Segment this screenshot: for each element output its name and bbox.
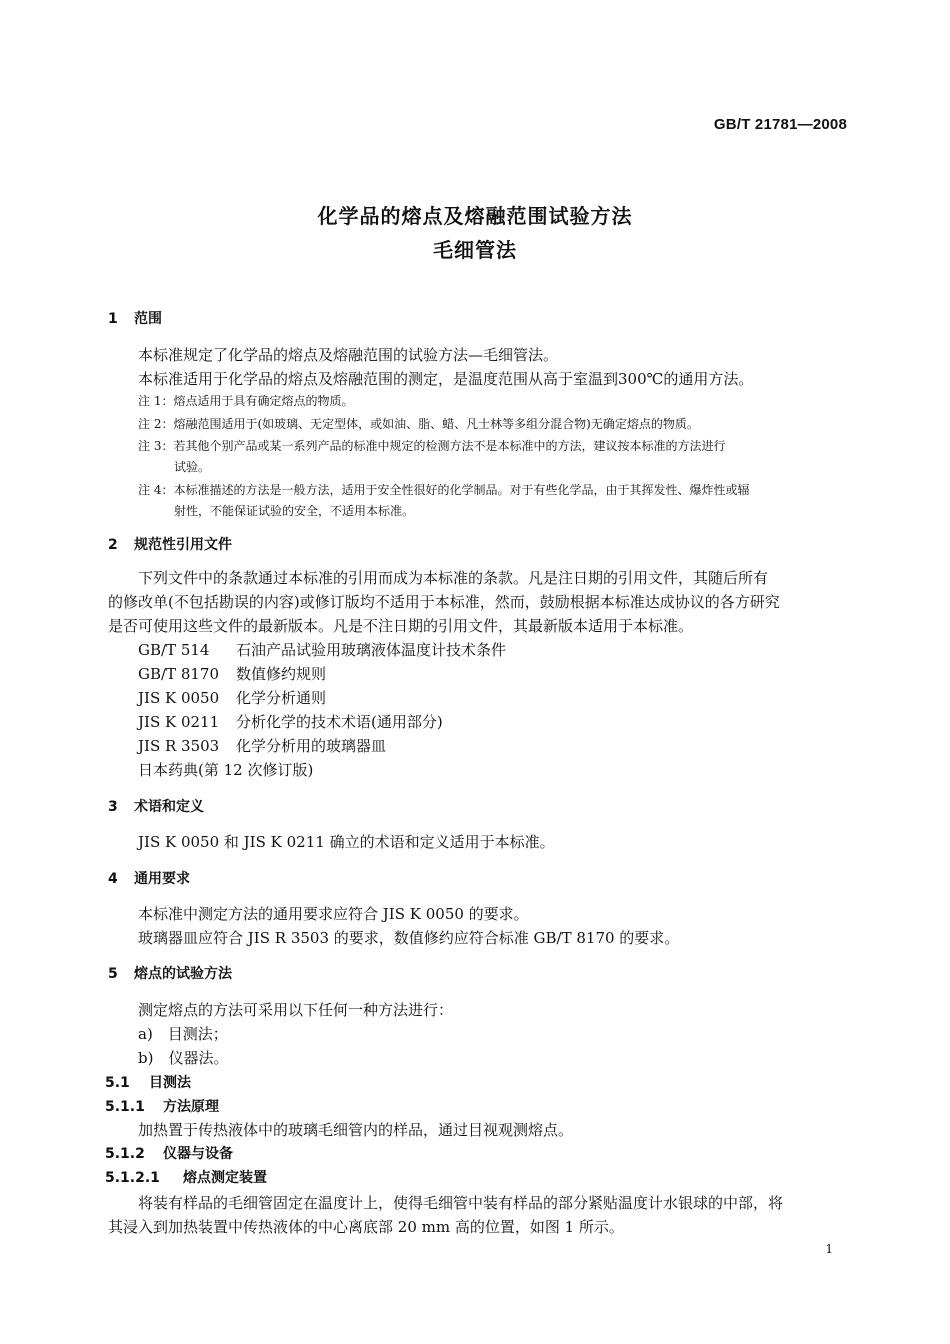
section-number: 3 [108,799,118,815]
reference-item [138,735,386,756]
reference-title: 数值修约规则 [236,665,327,683]
section-3-heading [108,796,204,816]
page-number: 1 [825,1242,833,1256]
section-2-heading [108,534,232,554]
subsection-5-1-heading [105,1072,191,1092]
note-1: 注 1：熔点适用于具有确定熔点的物质。 [138,394,354,408]
reference-item [138,711,443,732]
section-title: 术语和定义 [134,799,204,815]
reference-title: 化学分析用的玻璃器皿 [236,737,387,755]
paragraph-continued: 的修改单(不包括勘误的内容)或修订版均不适用于本标准，然而，鼓励根据本标准达成协议的各方研究 [108,593,780,611]
subsection-5-1-2-heading [105,1143,233,1163]
paragraph: 下列文件中的条款通过本标准的引用而成为本标准的条款。凡是注日期的引用文件，其随后所有 [138,569,769,587]
note-2: 注 2：熔融范围适用于(如玻璃、无定型体，或如油、脂、蜡、凡士林等多组分混合物)无确定熔点的物质。 [138,417,699,431]
paragraph-continued: 其浸入到加热装置中传热液体的中心离底部 20 mm 高的位置，如图 1 所示。 [108,1218,624,1236]
paragraph-continued: 是否可使用这些文件的最新版本。凡是不注日期的引用文件，其最新版本适用于本标准。 [108,617,694,635]
reference-code: JIS K 0050 [138,689,220,707]
section-number: 1 [108,311,118,327]
reference-code: JIS K 0211 [138,713,220,731]
note-4-continued: 射性，不能保证试验的安全，不适用本标准。 [174,504,415,518]
list-item: a) 目测法； [138,1025,228,1043]
reference-item [138,687,326,708]
paragraph: 本标准中测定方法的通用要求应符合 JIS K 0050 的要求。 [138,905,529,923]
paragraph: 加热置于传热液体中的玻璃毛细管内的样品，通过目视观测熔点。 [138,1121,574,1139]
subsection-number: 5.1.1 [105,1099,145,1115]
subsection-5-1-2-1-heading [105,1167,267,1187]
paragraph: 测定熔点的方法可采用以下任何一种方法进行： [138,1001,454,1019]
section-number: 4 [108,871,118,887]
paragraph: 本标准适用于化学品的熔点及熔融范围的测定，是温度范围从高于室温到300℃的通用方法。 [138,370,754,388]
subsection-number: 5.1 [105,1075,130,1091]
reference-code: GB/T 514 [138,641,210,659]
document-title: 化学品的熔点及熔融范围试验方法 [317,204,633,228]
reference-item: 日本药典(第 12 次修订版) [138,761,314,779]
standard-number: GB/T 21781—2008 [713,116,847,133]
note-4: 注 4：本标准描述的方法是一般方法，适用于安全性很好的化学制品。对于有些化学品，由于其挥发性、爆炸性或辐 [138,483,750,497]
reference-item [138,639,506,660]
section-1-heading [108,308,162,328]
section-title: 通用要求 [134,871,190,887]
subsection-title: 方法原理 [163,1099,219,1115]
reference-title: 分析化学的技术术语(通用部分) [236,713,443,731]
reference-item [138,663,326,684]
subsection-title: 仪器与设备 [163,1146,233,1162]
section-title: 熔点的试验方法 [134,966,232,982]
note-3: 注 3：若其他个别产品或某一系列产品的标准中规定的检测方法不是本标准中的方法，建议按本标准的方法进行 [138,439,726,453]
section-number: 2 [108,537,118,553]
section-title: 范围 [134,311,162,327]
paragraph: JIS K 0050 和 JIS K 0211 确立的术语和定义适用于本标准。 [138,833,555,851]
note-3-continued: 试验。 [174,460,211,474]
subsection-number: 5.1.2 [105,1146,145,1162]
list-item: b) 仪器法。 [138,1049,229,1067]
document-subtitle: 毛细管法 [433,238,517,262]
section-5-heading [108,963,232,983]
section-number: 5 [108,966,118,982]
subsection-number: 5.1.2.1 [105,1170,160,1186]
reference-title: 石油产品试验用玻璃液体温度计技术条件 [236,641,507,659]
reference-code: GB/T 8170 [138,665,220,683]
paragraph: 玻璃器皿应符合 JIS R 3503 的要求，数值修约应符合标准 GB/T 8170 的要求。 [138,929,680,947]
paragraph: 将装有样品的毛细管固定在温度计上，使得毛细管中装有样品的部分紧贴温度计水银球的中部，将 [138,1194,784,1212]
subsection-title: 目测法 [149,1075,191,1091]
paragraph: 本标准规定了化学品的熔点及熔融范围的试验方法—毛细管法。 [138,346,559,364]
section-4-heading [108,868,190,888]
section-title: 规范性引用文件 [134,537,232,553]
reference-title: 化学分析通则 [236,689,327,707]
subsection-title: 熔点测定装置 [183,1170,267,1186]
reference-code: JIS R 3503 [138,737,220,755]
subsection-5-1-1-heading [105,1096,219,1116]
